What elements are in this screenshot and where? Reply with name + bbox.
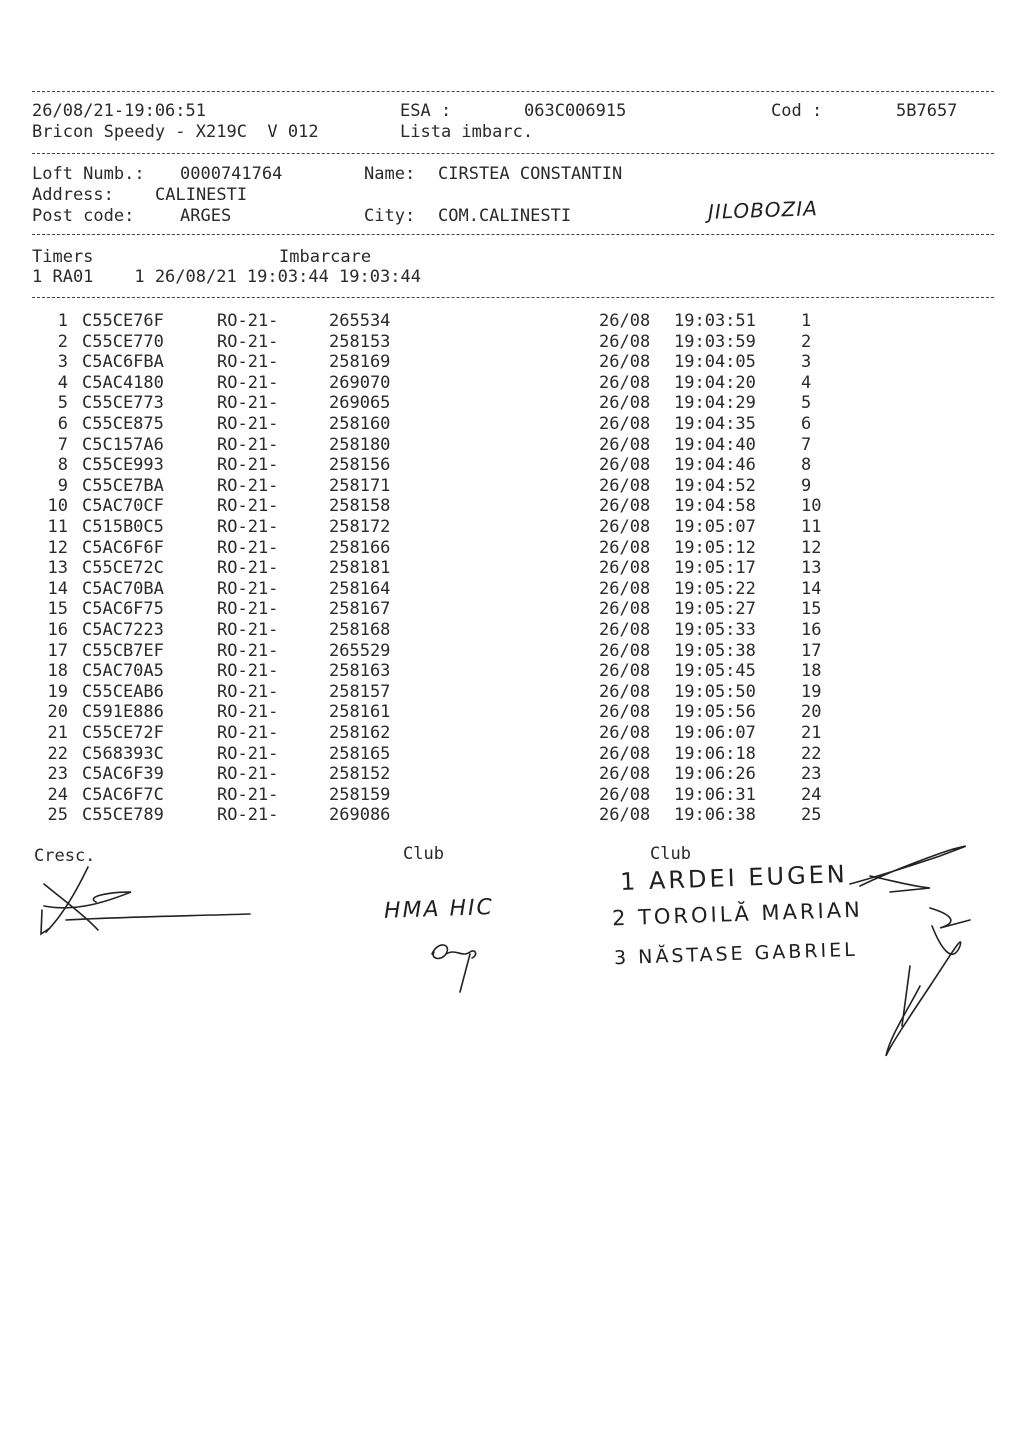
ring-number: 258165 bbox=[329, 743, 391, 764]
arrival-time: 19:06:26 bbox=[674, 764, 756, 785]
row-number: 5 bbox=[57, 393, 68, 414]
table-row bbox=[0, 641, 1024, 661]
ring-number: 258159 bbox=[329, 784, 391, 805]
postcode-label: Post code: bbox=[32, 206, 135, 226]
ring-prefix: RO-21- bbox=[217, 434, 279, 455]
arrival-time: 19:05:12 bbox=[674, 537, 756, 558]
arrival-time: 19:04:52 bbox=[674, 475, 756, 496]
ring-prefix: RO-21- bbox=[217, 805, 279, 826]
row-number: 21 bbox=[47, 723, 68, 743]
chip-id: C5AC6FBA bbox=[82, 352, 164, 373]
ring-prefix: RO-21- bbox=[217, 702, 279, 723]
chip-id: C5AC6F7C bbox=[82, 784, 164, 805]
row-number: 14 bbox=[47, 578, 68, 599]
chip-id: C55CE72F bbox=[82, 723, 164, 743]
arrival-date: 26/08 bbox=[599, 311, 651, 331]
table-row bbox=[0, 785, 1024, 805]
ring-prefix: RO-21- bbox=[217, 496, 279, 517]
ring-prefix: RO-21- bbox=[217, 599, 279, 620]
name-value: CIRSTEA CONSTANTIN bbox=[438, 164, 623, 184]
arrival-index: 24 bbox=[801, 784, 822, 805]
row-number: 19 bbox=[47, 681, 68, 702]
table-row bbox=[0, 702, 1024, 722]
ring-prefix: RO-21- bbox=[217, 620, 279, 640]
chip-id: C55CE76F bbox=[82, 311, 164, 331]
arrival-index: 17 bbox=[801, 640, 822, 661]
arrival-time: 19:05:22 bbox=[674, 578, 756, 599]
arrival-index: 15 bbox=[801, 599, 822, 620]
chip-id: C55CEAB6 bbox=[82, 681, 164, 702]
arrival-index: 14 bbox=[801, 578, 822, 599]
chip-id: C5AC70A5 bbox=[82, 661, 164, 682]
city-label: City: bbox=[364, 206, 416, 226]
arrival-date: 26/08 bbox=[599, 784, 651, 805]
cod-value: 5B7657 bbox=[896, 101, 958, 121]
ring-number: 269065 bbox=[329, 393, 391, 414]
chip-id: C55CE993 bbox=[82, 455, 164, 476]
ring-number: 258162 bbox=[329, 723, 391, 743]
row-number: 12 bbox=[47, 537, 68, 558]
arrival-date: 26/08 bbox=[599, 414, 651, 434]
arrival-time: 19:06:18 bbox=[674, 743, 756, 764]
arrival-date: 26/08 bbox=[599, 702, 651, 723]
timer-line: 1 RA01 1 26/08/21 19:03:44 19:03:44 bbox=[32, 267, 421, 287]
arrival-time: 19:04:05 bbox=[674, 352, 756, 373]
ring-number: 269070 bbox=[329, 372, 391, 393]
table-row bbox=[0, 599, 1024, 619]
header-dashed-rule bbox=[32, 153, 994, 154]
ring-prefix: RO-21- bbox=[217, 743, 279, 764]
ring-prefix: RO-21- bbox=[217, 681, 279, 702]
ring-prefix: RO-21- bbox=[217, 311, 279, 331]
chip-id: C55CE773 bbox=[82, 393, 164, 414]
arrival-time: 19:04:20 bbox=[674, 372, 756, 393]
table-row bbox=[0, 805, 1024, 825]
chip-id: C5AC4180 bbox=[82, 372, 164, 393]
timers-dashed-rule bbox=[32, 297, 994, 298]
row-number: 2 bbox=[57, 331, 68, 352]
ring-number: 258164 bbox=[329, 578, 391, 599]
ring-prefix: RO-21- bbox=[217, 393, 279, 414]
row-number: 20 bbox=[47, 702, 68, 723]
arrival-date: 26/08 bbox=[599, 393, 651, 414]
arrival-date: 26/08 bbox=[599, 517, 651, 537]
imbarcare-label: Imbarcare bbox=[279, 247, 372, 267]
ring-prefix: RO-21- bbox=[217, 372, 279, 393]
arrival-date: 26/08 bbox=[599, 599, 651, 620]
ring-number: 265534 bbox=[329, 311, 391, 331]
ring-number: 258167 bbox=[329, 599, 391, 620]
row-number: 18 bbox=[47, 661, 68, 682]
arrival-index: 19 bbox=[801, 681, 822, 702]
cresc-label: Cresc. bbox=[34, 846, 96, 866]
arrival-index: 13 bbox=[801, 558, 822, 579]
chip-id: C5AC7223 bbox=[82, 620, 164, 640]
ring-number: 258163 bbox=[329, 661, 391, 682]
handwritten-note: JILOBOZIA bbox=[707, 196, 819, 224]
ring-number: 258181 bbox=[329, 558, 391, 579]
arrival-index: 1 bbox=[801, 311, 812, 331]
chip-id: C55CE789 bbox=[82, 805, 164, 826]
chip-id: C5AC6F6F bbox=[82, 537, 164, 558]
arrival-date: 26/08 bbox=[599, 475, 651, 496]
chip-id: C591E886 bbox=[82, 702, 164, 723]
arrival-index: 5 bbox=[801, 393, 812, 414]
table-row bbox=[0, 332, 1024, 352]
arrival-index: 6 bbox=[801, 414, 812, 434]
arrival-time: 19:05:27 bbox=[674, 599, 756, 620]
row-number: 16 bbox=[47, 620, 68, 640]
address-label: Address: bbox=[32, 185, 114, 205]
row-number: 23 bbox=[47, 764, 68, 785]
club-signature-scribble bbox=[426, 936, 496, 996]
table-row bbox=[0, 352, 1024, 372]
arrival-index: 8 bbox=[801, 455, 812, 476]
table-row bbox=[0, 620, 1024, 640]
member-2: 2 TOROILĂ MARIAN bbox=[611, 897, 864, 931]
chip-id: C55CE7BA bbox=[82, 475, 164, 496]
table-row bbox=[0, 496, 1024, 516]
row-number: 10 bbox=[47, 496, 68, 517]
ring-prefix: RO-21- bbox=[217, 578, 279, 599]
arrival-time: 19:05:17 bbox=[674, 558, 756, 579]
arrival-date: 26/08 bbox=[599, 620, 651, 640]
arrival-index: 4 bbox=[801, 372, 812, 393]
esa-value: 063C006915 bbox=[524, 101, 627, 121]
arrival-time: 19:03:51 bbox=[674, 311, 756, 331]
ring-prefix: RO-21- bbox=[217, 723, 279, 743]
member-1: 1 ARDEI EUGEN bbox=[619, 860, 849, 896]
arrival-date: 26/08 bbox=[599, 558, 651, 579]
ring-number: 258158 bbox=[329, 496, 391, 517]
ring-prefix: RO-21- bbox=[217, 640, 279, 661]
table-row bbox=[0, 476, 1024, 496]
row-number: 22 bbox=[47, 743, 68, 764]
arrival-time: 19:04:58 bbox=[674, 496, 756, 517]
arrival-index: 10 bbox=[801, 496, 822, 517]
commission-signatures bbox=[840, 836, 980, 1066]
arrival-date: 26/08 bbox=[599, 372, 651, 393]
row-number: 7 bbox=[57, 434, 68, 455]
arrival-time: 19:04:29 bbox=[674, 393, 756, 414]
ring-prefix: RO-21- bbox=[217, 537, 279, 558]
ring-prefix: RO-21- bbox=[217, 352, 279, 373]
chip-id: C55CB7EF bbox=[82, 640, 164, 661]
postcode-value: ARGES bbox=[180, 206, 232, 226]
arrival-time: 19:05:33 bbox=[674, 620, 756, 640]
chip-id: C55CE770 bbox=[82, 331, 164, 352]
table-row bbox=[0, 661, 1024, 681]
arrival-date: 26/08 bbox=[599, 681, 651, 702]
row-number: 24 bbox=[47, 784, 68, 805]
ring-prefix: RO-21- bbox=[217, 414, 279, 434]
row-number: 25 bbox=[47, 805, 68, 826]
ring-prefix: RO-21- bbox=[217, 784, 279, 805]
arrival-time: 19:04:35 bbox=[674, 414, 756, 434]
row-number: 8 bbox=[57, 455, 68, 476]
ring-number: 258156 bbox=[329, 455, 391, 476]
arrival-time: 19:05:56 bbox=[674, 702, 756, 723]
arrival-index: 23 bbox=[801, 764, 822, 785]
arrival-time: 19:03:59 bbox=[674, 331, 756, 352]
row-number: 13 bbox=[47, 558, 68, 579]
arrival-index: 3 bbox=[801, 352, 812, 373]
name-label: Name: bbox=[364, 164, 416, 184]
arrival-time: 19:06:07 bbox=[674, 723, 756, 743]
ring-number: 258171 bbox=[329, 475, 391, 496]
table-row bbox=[0, 744, 1024, 764]
arrival-date: 26/08 bbox=[599, 455, 651, 476]
arrival-date: 26/08 bbox=[599, 352, 651, 373]
ring-number: 258169 bbox=[329, 352, 391, 373]
owner-dashed-rule bbox=[32, 234, 994, 235]
address-value: CALINESTI bbox=[155, 185, 248, 205]
row-number: 1 bbox=[57, 311, 68, 331]
chip-id: C5AC70BA bbox=[82, 578, 164, 599]
row-number: 6 bbox=[57, 414, 68, 434]
ring-number: 258172 bbox=[329, 517, 391, 537]
arrival-time: 19:04:46 bbox=[674, 455, 756, 476]
arrival-index: 9 bbox=[801, 475, 812, 496]
city-value: COM.CALINESTI bbox=[438, 206, 572, 226]
table-row bbox=[0, 414, 1024, 434]
ring-number: 269086 bbox=[329, 805, 391, 826]
table-row bbox=[0, 455, 1024, 475]
arrival-index: 21 bbox=[801, 723, 822, 743]
chip-id: C515B0C5 bbox=[82, 517, 164, 537]
chip-id: C5AC6F75 bbox=[82, 599, 164, 620]
ring-number: 258157 bbox=[329, 681, 391, 702]
arrival-date: 26/08 bbox=[599, 640, 651, 661]
breeder-signature bbox=[36, 862, 266, 942]
arrival-index: 25 bbox=[801, 805, 822, 826]
row-number: 15 bbox=[47, 599, 68, 620]
arrival-index: 22 bbox=[801, 743, 822, 764]
club-signature-text: HMA HIC bbox=[383, 895, 495, 924]
ring-number: 258153 bbox=[329, 331, 391, 352]
arrival-index: 20 bbox=[801, 702, 822, 723]
esa-label: ESA : bbox=[400, 101, 452, 121]
device-name: Bricon Speedy - X219C V 012 bbox=[32, 122, 319, 142]
ring-number: 258152 bbox=[329, 764, 391, 785]
arrival-date: 26/08 bbox=[599, 805, 651, 826]
arrival-date: 26/08 bbox=[599, 331, 651, 352]
arrival-index: 7 bbox=[801, 434, 812, 455]
arrival-time: 19:05:45 bbox=[674, 661, 756, 682]
list-title: Lista imbarc. bbox=[400, 122, 534, 142]
cod-label: Cod : bbox=[771, 101, 823, 121]
club-label: Club bbox=[403, 844, 444, 864]
arrival-date: 26/08 bbox=[599, 743, 651, 764]
row-number: 3 bbox=[57, 352, 68, 373]
ring-number: 258160 bbox=[329, 414, 391, 434]
arrival-time: 19:06:38 bbox=[674, 805, 756, 826]
table-row bbox=[0, 682, 1024, 702]
arrival-time: 19:06:31 bbox=[674, 784, 756, 805]
ring-prefix: RO-21- bbox=[217, 455, 279, 476]
chip-id: C55CE875 bbox=[82, 414, 164, 434]
ring-prefix: RO-21- bbox=[217, 517, 279, 537]
loft-label: Loft Numb.: bbox=[32, 164, 145, 184]
ring-prefix: RO-21- bbox=[217, 558, 279, 579]
arrival-date: 26/08 bbox=[599, 537, 651, 558]
table-row bbox=[0, 764, 1024, 784]
loft-value: 0000741764 bbox=[180, 164, 283, 184]
arrival-date: 26/08 bbox=[599, 661, 651, 682]
chip-id: C568393C bbox=[82, 743, 164, 764]
table-row bbox=[0, 538, 1024, 558]
arrival-index: 16 bbox=[801, 620, 822, 640]
arrival-date: 26/08 bbox=[599, 496, 651, 517]
table-row bbox=[0, 311, 1024, 331]
table-row bbox=[0, 579, 1024, 599]
ring-prefix: RO-21- bbox=[217, 764, 279, 785]
row-number: 4 bbox=[57, 372, 68, 393]
row-number: 17 bbox=[47, 640, 68, 661]
table-row bbox=[0, 373, 1024, 393]
ring-prefix: RO-21- bbox=[217, 661, 279, 682]
ring-number: 258168 bbox=[329, 620, 391, 640]
arrival-date: 26/08 bbox=[599, 434, 651, 455]
table-row bbox=[0, 435, 1024, 455]
arrival-date: 26/08 bbox=[599, 723, 651, 743]
ring-number: 258166 bbox=[329, 537, 391, 558]
ring-number: 265529 bbox=[329, 640, 391, 661]
arrival-index: 18 bbox=[801, 661, 822, 682]
timers-label: Timers bbox=[32, 247, 94, 267]
arrival-date: 26/08 bbox=[599, 764, 651, 785]
chip-id: C5AC6F39 bbox=[82, 764, 164, 785]
row-number: 11 bbox=[47, 517, 68, 537]
ring-number: 258180 bbox=[329, 434, 391, 455]
arrival-time: 19:05:38 bbox=[674, 640, 756, 661]
row-number: 9 bbox=[57, 475, 68, 496]
arrival-time: 19:05:50 bbox=[674, 681, 756, 702]
chip-id: C5AC70CF bbox=[82, 496, 164, 517]
club-label-commission: Club bbox=[650, 844, 691, 864]
table-row bbox=[0, 723, 1024, 743]
table-row bbox=[0, 558, 1024, 578]
arrival-index: 2 bbox=[801, 331, 812, 352]
chip-id: C5C157A6 bbox=[82, 434, 164, 455]
top-dashed-rule bbox=[32, 91, 994, 92]
chip-id: C55CE72C bbox=[82, 558, 164, 579]
arrival-index: 11 bbox=[801, 517, 822, 537]
table-row bbox=[0, 517, 1024, 537]
arrival-time: 19:04:40 bbox=[674, 434, 756, 455]
arrival-index: 12 bbox=[801, 537, 822, 558]
ring-number: 258161 bbox=[329, 702, 391, 723]
table-row bbox=[0, 393, 1024, 413]
arrival-time: 19:05:07 bbox=[674, 517, 756, 537]
ring-prefix: RO-21- bbox=[217, 331, 279, 352]
ring-prefix: RO-21- bbox=[217, 475, 279, 496]
report-datetime: 26/08/21-19:06:51 bbox=[32, 101, 206, 121]
member-3: 3 NĂSTASE GABRIEL bbox=[613, 938, 859, 970]
arrival-date: 26/08 bbox=[599, 578, 651, 599]
